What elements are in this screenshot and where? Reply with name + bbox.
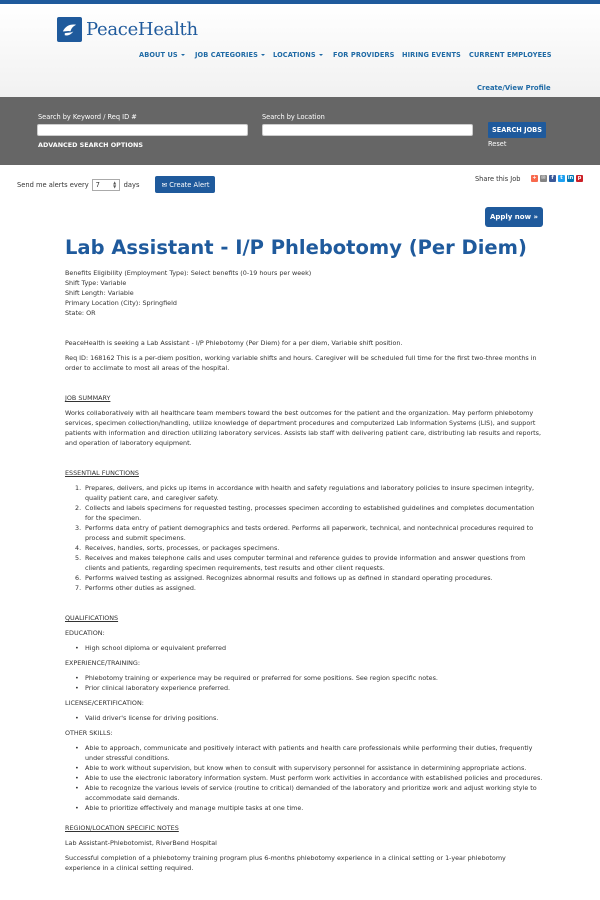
linkedin-icon[interactable]: in [567, 175, 574, 181]
email-icon[interactable]: ✉ [541, 175, 546, 181]
function-text: Performs other duties as assigned. [85, 584, 196, 592]
brand-name: PeaceHealth [86, 18, 198, 40]
education-item: • High school diploma or equivalent preferred [75, 643, 543, 653]
meta-state: State: OR [65, 309, 96, 317]
nav-job-categories[interactable]: JOB CATEGORIES [195, 51, 265, 59]
skill-item: • Able to prioritize effectively and manage multiple tasks at one time. [75, 803, 543, 813]
meta-benefits: Benefits Eligibility (Employment Type): Select benefits (0-19 hours per week) [65, 269, 312, 277]
share-icons [531, 175, 583, 182]
function-number: 5. [75, 554, 82, 562]
function-item [75, 583, 543, 593]
req-text: Req ID: 168162 This is a per-diem position, working variable shifts and hours. Caregiver will be scheduled full time for the first two-three months in order to acclimate to most all areas of the hospital. [65, 354, 537, 372]
create-alert-button[interactable]: ✉ Create Alert [155, 176, 215, 193]
dove-icon [57, 17, 82, 42]
nav-current-employees[interactable]: CURRENT EMPLOYEES [469, 51, 552, 59]
region-text: Successful completion of a phlebotomy training program plus 6-months phlebotomy experience in a clinical setting or 1-year phlebotomy experience in a clinical setting required. [65, 854, 506, 872]
nav-for-providers[interactable]: FOR PROVIDERS [333, 51, 395, 59]
meta-shift-type: Shift Type: Variable [65, 279, 127, 287]
function-item [75, 553, 543, 573]
region-notes-heading: REGION/LOCATION SPECIFIC NOTES [65, 824, 179, 832]
job-description [65, 268, 543, 873]
job-summary-heading: JOB SUMMARY [65, 394, 111, 402]
function-number: 1. [75, 484, 82, 492]
region-subtitle: Lab Assistant-Phlebotomist, RiverBend Hospital [65, 839, 217, 847]
location-search-input[interactable] [262, 124, 473, 136]
skill-item: • Able to recognize the various levels of service (routine to critical) demanded of the laboratory and prioritize work and adjust working style to accommodate said demands. [75, 783, 543, 803]
experience-list [65, 673, 543, 693]
qualifications-heading: QUALIFICATIONS [65, 614, 119, 622]
alert-prefix: Send me alerts every [17, 180, 89, 189]
skill-item: • Able to approach, communicate and positively interact with patients and health care professionals while performing their duties, frequently under stressful conditions. [75, 743, 543, 763]
license-list [65, 713, 543, 723]
function-text: Receives and makes telephone calls and uses computer terminal and reference guides to provide information and answer questions from clients and patients, regarding specimen requirements, test results and other client requests. [85, 554, 526, 572]
skill-item: • Able to use the electronic laboratory information system. Must perform work activities in accordance with established policies and procedures. [75, 773, 543, 783]
location-label: Search by Location [262, 113, 325, 121]
spinner-arrows-icon[interactable]: ▲ ▼ [113, 179, 117, 189]
function-text: Collects and labels specimens for requested testing, processes specimen according to established guidelines and completes documentation for the specimen. [85, 504, 535, 522]
experience-label: EXPERIENCE/TRAINING: [65, 659, 140, 667]
function-item [75, 573, 543, 583]
experience-item: • Prior clinical laboratory experience preferred. [75, 683, 543, 693]
site-header [0, 4, 600, 97]
keyword-search-input[interactable] [37, 124, 248, 136]
caret-down-icon [261, 54, 265, 56]
essential-functions-list [75, 483, 543, 593]
twitter-icon[interactable]: t [558, 175, 565, 182]
function-text: Prepares, delivers, and picks up items in accordance with health and safety regulations and laboratory policies to insure specimen integrity, quality patient care, and caregiver safety. [85, 484, 535, 502]
keyword-label: Search by Keyword / Req ID # [38, 113, 137, 121]
reset-link[interactable]: Reset [488, 140, 507, 148]
experience-item: • Phlebotomy training or experience may be required or preferred for some positions. See region specific notes. [75, 673, 543, 683]
nav-locations[interactable]: LOCATIONS [273, 51, 323, 59]
function-item [75, 523, 543, 543]
function-text: Performs data entry of patient demographics and tests ordered. Performs all paperwork, technical, and nontechnical procedures required to process and submit specimens. [85, 524, 534, 542]
skills-list [65, 743, 543, 813]
function-number: 4. [75, 544, 82, 552]
function-item [75, 503, 543, 523]
main-nav [0, 51, 600, 65]
search-jobs-button[interactable]: SEARCH JOBS [488, 122, 546, 138]
job-meta [65, 268, 543, 318]
addthis-icon[interactable]: + [532, 175, 537, 181]
education-label: EDUCATION: [65, 629, 105, 637]
skills-label: OTHER SKILLS: [65, 729, 113, 737]
function-number: 7. [75, 584, 82, 592]
create-view-profile-link[interactable]: Create/View Profile [477, 84, 551, 92]
job-alert-row [17, 176, 215, 193]
skill-item: • Able to work without supervision, but know when to consult with supervisory personnel for assistance in determining appropriate actions. [75, 763, 543, 773]
function-item [75, 543, 543, 553]
alert-interval-input[interactable] [92, 179, 120, 191]
caret-down-icon [181, 54, 185, 56]
job-summary-text: Works collaboratively with all healthcare team members toward the best outcomes for the patient and the organization. May perform phlebotomy services, specimen collection/handling, utilize knowledge of department procedures and computerized Lab Information Systems (LIS), and support patients with information and direction utilizing laboratory services. Assists lab staff with delivering patient care, distributing lab results and reports, and operation of laboratory equipment. [65, 409, 541, 447]
alert-interval-value: 7 [95, 180, 100, 189]
function-text: Receives, handles, sorts, processes, or packages specimens. [85, 544, 280, 552]
meta-location: Primary Location (City): Springfield [65, 299, 177, 307]
alert-suffix: days [123, 180, 140, 189]
nav-about-us[interactable]: ABOUT US [139, 51, 185, 59]
job-title: Lab Assistant - I/P Phlebotomy (Per Diem) [65, 236, 527, 259]
license-label: LICENSE/CERTIFICATION: [65, 699, 144, 707]
advanced-search-options-link[interactable]: ADVANCED SEARCH OPTIONS [38, 141, 143, 149]
apply-now-button[interactable]: Apply now » [485, 207, 543, 227]
share-label: Share this Job [475, 175, 521, 183]
nav-hiring-events[interactable]: HIRING EVENTS [402, 51, 461, 59]
function-number: 6. [75, 574, 82, 582]
pinterest-icon[interactable]: p [577, 175, 582, 181]
meta-shift-length: Shift Length: Variable [65, 289, 134, 297]
essential-functions-heading: ESSENTIAL FUNCTIONS [65, 469, 139, 477]
function-number: 3. [75, 524, 82, 532]
caret-down-icon [319, 54, 323, 56]
peacehealth-logo[interactable] [57, 16, 198, 42]
license-item: • Valid driver's license for driving positions. [75, 713, 543, 723]
function-item [75, 483, 543, 503]
function-text: Performs waived testing as assigned. Recognizes abnormal results and follows up as defined in standard operating procedures. [85, 574, 493, 582]
intro-text: PeaceHealth is seeking a Lab Assistant - I/P Phlebotomy (Per Diem) for a per diem, Variable shift position. [65, 339, 403, 347]
function-number: 2. [75, 504, 82, 512]
facebook-icon[interactable]: f [549, 175, 556, 182]
education-list [65, 643, 543, 653]
